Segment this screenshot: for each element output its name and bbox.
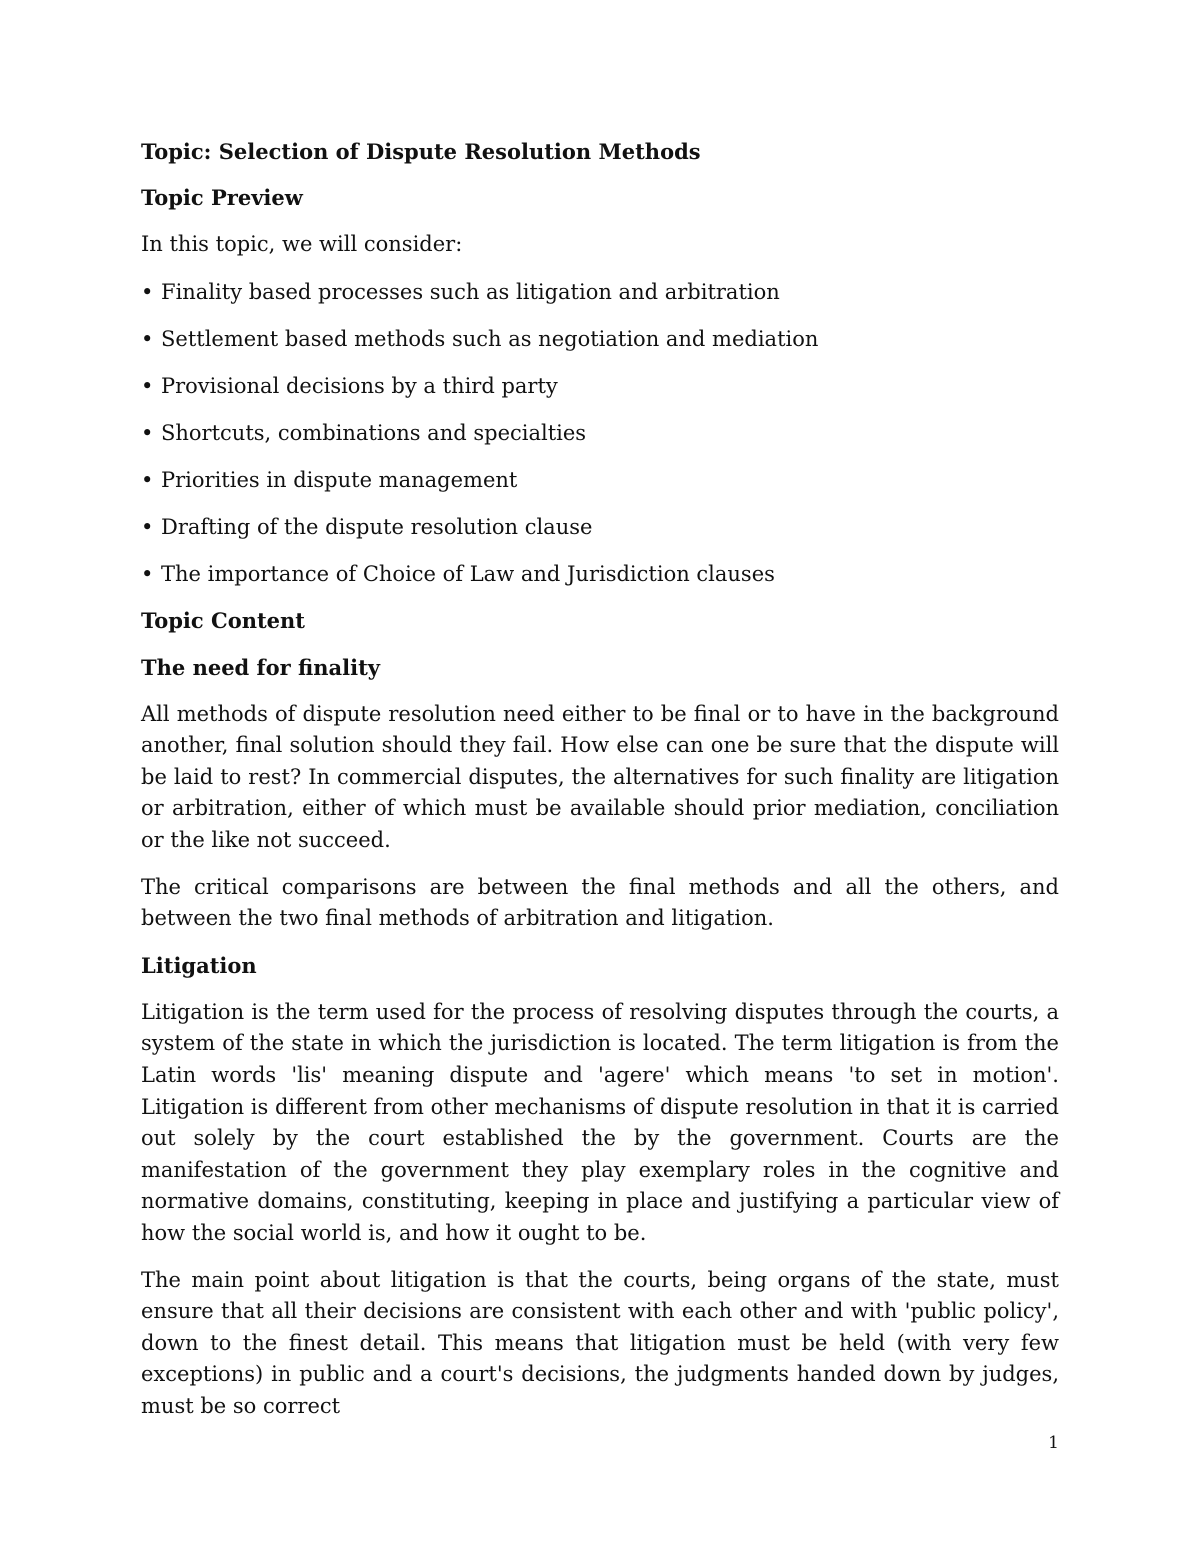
list-item-text: Settlement based methods such as negotiation and mediation xyxy=(161,326,819,351)
list-item-text: Finality based processes such as litigation and arbitration xyxy=(161,279,780,304)
list-item xyxy=(141,558,1059,590)
litigation-paragraph: The main point about litigation is that the courts, being organs of the state, must ensure that all their decisions are consistent with each other and with 'public policy', down to the finest detail. This means that litigation must be held (with very few exceptions) in public and a court's decisions, the judgments handed down by judges, must be so correct xyxy=(141,1267,1059,1418)
topic-content-heading: Topic Content xyxy=(141,607,306,633)
finality-heading: The need for finality xyxy=(141,654,380,680)
bullet-icon: • xyxy=(141,467,154,492)
bullet-icon: • xyxy=(141,514,154,539)
finality-paragraph: All methods of dispute resolution need either to be final or to have in the background another, final solution should they fail. How else can one be sure that the dispute will be laid to rest? In commercial disputes, the alternatives for such finality are litigation or arbitration, either of which must be available should prior mediation, conciliation or the like not succeed. xyxy=(141,701,1059,852)
topic-preview-heading: Topic Preview xyxy=(141,185,303,210)
list-item-text: Priorities in dispute management xyxy=(161,467,518,492)
litigation-heading: Litigation xyxy=(141,952,257,978)
list-item xyxy=(141,511,1059,543)
bullet-icon: • xyxy=(141,420,154,445)
bullet-icon: • xyxy=(141,279,154,304)
list-item-text: Shortcuts, combinations and specialties xyxy=(161,420,587,445)
page-number: 1 xyxy=(1048,1433,1059,1453)
list-item xyxy=(141,464,1059,496)
document-title: Topic: Selection of Dispute Resolution Methods xyxy=(141,139,701,164)
finality-paragraph: The critical comparisons are between the final methods and all the others, and between the two final methods of arbitration and litigation. xyxy=(141,874,1059,931)
bullet-icon: • xyxy=(141,373,154,398)
litigation-paragraph: Litigation is the term used for the process of resolving disputes through the courts, a system of the state in which the jurisdiction is located. The term litigation is from the Latin words 'lis' meaning dispute and 'agere' which means 'to set in motion'. Litigation is different from other mechanisms of dispute resolution in that it is carried out solely by the court established the by the government. Courts are the manifestation of the government they play exemplary roles in the cognitive and normative domains, constituting, keeping in place and justifying a particular view of how the social world is, and how it ought to be. xyxy=(141,999,1060,1245)
list-item-text: The importance of Choice of Law and Jurisdiction clauses xyxy=(161,561,775,586)
preview-intro: In this topic, we will consider: xyxy=(141,232,463,256)
preview-list xyxy=(141,276,1059,590)
document-page xyxy=(141,136,1059,1437)
list-item xyxy=(141,417,1059,449)
list-item-text: Drafting of the dispute resolution clause xyxy=(161,514,593,539)
list-item-text: Provisional decisions by a third party xyxy=(161,373,558,398)
list-item xyxy=(141,370,1059,402)
list-item xyxy=(141,276,1059,308)
bullet-icon: • xyxy=(141,561,154,586)
list-item xyxy=(141,323,1059,355)
bullet-icon: • xyxy=(141,326,154,351)
